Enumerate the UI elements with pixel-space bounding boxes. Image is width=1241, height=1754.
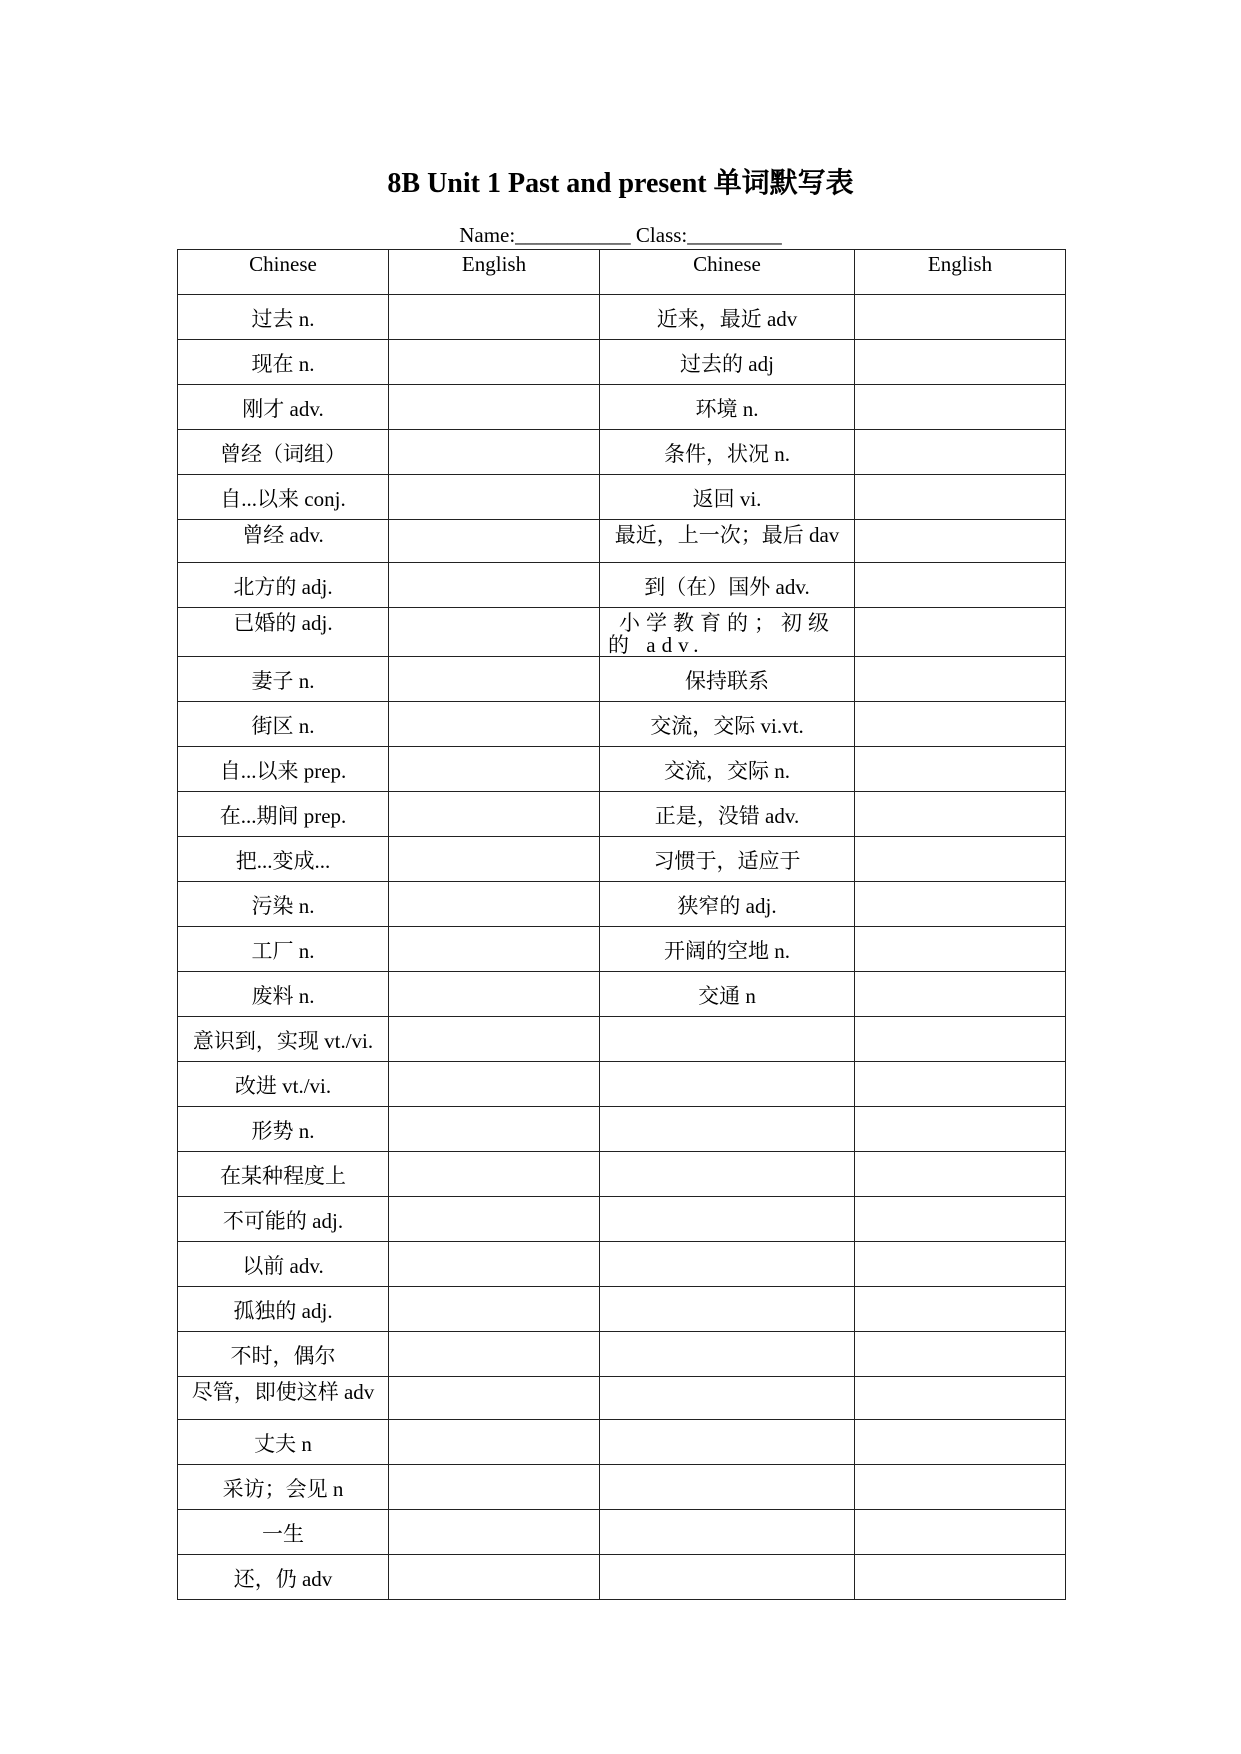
chinese-cell-left: 在某种程度上 [178,1152,389,1197]
english-answer-cell-right[interactable] [855,1555,1066,1600]
chinese-cell-left: 刚才 adv. [178,385,389,430]
english-answer-cell-left[interactable] [389,1062,600,1107]
english-answer-cell-right[interactable] [855,430,1066,475]
chinese-cell-left: 在...期间 prep. [178,792,389,837]
english-answer-cell-right[interactable] [855,927,1066,972]
chinese-cell-right: 过去的 adj [600,340,855,385]
table-row [178,1510,1066,1555]
header-chinese-1: Chinese [178,250,389,295]
english-answer-cell-left[interactable] [389,1465,600,1510]
english-answer-cell-left[interactable] [389,1287,600,1332]
chinese-cell-right: 交流，交际 vi.vt. [600,702,855,747]
chinese-cell-left: 北方的 adj. [178,563,389,608]
chinese-cell-right: 环境 n. [600,385,855,430]
english-answer-cell-left[interactable] [389,1420,600,1465]
chinese-cell-right: 习惯于，适应于 [600,837,855,882]
chinese-cell-right: 保持联系 [600,657,855,702]
table-row [178,1242,1066,1287]
english-answer-cell-right[interactable] [855,1465,1066,1510]
english-answer-cell-right[interactable] [855,882,1066,927]
chinese-cell-left: 妻子 n. [178,657,389,702]
chinese-cell-right [600,1242,855,1287]
chinese-cell-left: 已婚的 adj. [178,608,389,657]
english-answer-cell-right[interactable] [855,608,1066,657]
table-row [178,1017,1066,1062]
english-answer-cell-left[interactable] [389,702,600,747]
chinese-cell-left: 形势 n. [178,1107,389,1152]
english-answer-cell-right[interactable] [855,1420,1066,1465]
table-row [178,1062,1066,1107]
english-answer-cell-right[interactable] [855,295,1066,340]
english-answer-cell-right[interactable] [855,747,1066,792]
english-answer-cell-right[interactable] [855,385,1066,430]
table-row [178,563,1066,608]
english-answer-cell-right[interactable] [855,1197,1066,1242]
english-answer-cell-left[interactable] [389,972,600,1017]
table-row [178,1287,1066,1332]
chinese-cell-right: 到（在）国外 adv. [600,563,855,608]
english-answer-cell-left[interactable] [389,1242,600,1287]
english-answer-cell-left[interactable] [389,475,600,520]
chinese-cell-right [600,1420,855,1465]
english-answer-cell-right[interactable] [855,1332,1066,1377]
table-row [178,1555,1066,1600]
english-answer-cell-left[interactable] [389,837,600,882]
table-row [178,882,1066,927]
chinese-cell-left: 丈夫 n [178,1420,389,1465]
english-answer-cell-right[interactable] [855,702,1066,747]
english-answer-cell-left[interactable] [389,563,600,608]
chinese-cell-left: 尽管，即使这样 adv [178,1377,389,1420]
chinese-cell-left: 意识到，实现 vt./vi. [178,1017,389,1062]
chinese-cell-right [600,1510,855,1555]
page-title: 8B Unit 1 Past and present 单词默写表 [387,168,854,199]
chinese-cell-left: 曾经 adv. [178,520,389,563]
chinese-cell-left: 还，仍 adv [178,1555,389,1600]
english-answer-cell-left[interactable] [389,520,600,563]
table-row [178,1420,1066,1465]
english-answer-cell-left[interactable] [389,608,600,657]
english-answer-cell-left[interactable] [389,1510,600,1555]
english-answer-cell-right[interactable] [855,1242,1066,1287]
english-answer-cell-left[interactable] [389,1332,600,1377]
chinese-cell-right: 正是，没错 adv. [600,792,855,837]
table-row [178,972,1066,1017]
english-answer-cell-left[interactable] [389,295,600,340]
table-row [178,1197,1066,1242]
english-answer-cell-left[interactable] [389,1017,600,1062]
chinese-cell-left: 自...以来 conj. [178,475,389,520]
header-english-1: English [389,250,600,295]
chinese-cell-right [600,1107,855,1152]
chinese-cell-right: 最近，上一次；最后 dav [600,520,855,563]
english-answer-cell-right[interactable] [855,837,1066,882]
english-answer-cell-right[interactable] [855,1287,1066,1332]
table-row [178,430,1066,475]
table-body [178,295,1066,1600]
english-answer-cell-right[interactable] [855,657,1066,702]
vocabulary-table [177,249,1066,1600]
chinese-cell-left: 一生 [178,1510,389,1555]
chinese-cell-left: 过去 n. [178,295,389,340]
table-row [178,608,1066,657]
table-row [178,520,1066,563]
chinese-cell-right: 条件，状况 n. [600,430,855,475]
chinese-cell-right [600,1332,855,1377]
chinese-cell-left: 把...变成... [178,837,389,882]
english-answer-cell-left[interactable] [389,927,600,972]
chinese-cell-right: 交流，交际 n. [600,747,855,792]
chinese-cell-right: 近来，最近 adv [600,295,855,340]
chinese-cell-right [600,1555,855,1600]
chinese-cell-right [600,1465,855,1510]
chinese-cell-left: 不可能的 adj. [178,1197,389,1242]
english-answer-cell-right[interactable] [855,1510,1066,1555]
english-answer-cell-right[interactable] [855,972,1066,1017]
table-row [178,1377,1066,1420]
english-answer-cell-left[interactable] [389,657,600,702]
chinese-cell-right: 开阔的空地 n. [600,927,855,972]
table-row [178,340,1066,385]
english-answer-cell-right[interactable] [855,1152,1066,1197]
english-answer-cell-left[interactable] [389,1377,600,1420]
chinese-cell-left: 曾经（词组） [178,430,389,475]
english-answer-cell-right[interactable] [855,340,1066,385]
chinese-cell-right: 返回 vi. [600,475,855,520]
chinese-cell-right: 交通 n [600,972,855,1017]
english-answer-cell-right[interactable] [855,792,1066,837]
chinese-cell-left: 以前 adv. [178,1242,389,1287]
chinese-cell-left: 现在 n. [178,340,389,385]
chinese-cell-right [600,1062,855,1107]
name-class-line: Name:___________ Class:_________ [459,223,782,247]
english-answer-cell-left[interactable] [389,1197,600,1242]
chinese-cell-left: 废料 n. [178,972,389,1017]
table-row [178,837,1066,882]
chinese-cell-right [600,1287,855,1332]
english-answer-cell-left[interactable] [389,1152,600,1197]
chinese-cell-left: 不时，偶尔 [178,1332,389,1377]
table-header-row [178,250,1066,295]
english-answer-cell-right[interactable] [855,1017,1066,1062]
chinese-cell-left: 工厂 n. [178,927,389,972]
chinese-cell-left: 改进 vt./vi. [178,1062,389,1107]
chinese-cell-right [600,1197,855,1242]
chinese-cell-left: 孤独的 adj. [178,1287,389,1332]
table-row [178,1152,1066,1197]
table-row [178,385,1066,430]
table-row [178,1107,1066,1152]
english-answer-cell-right[interactable] [855,563,1066,608]
header-english-2: English [855,250,1066,295]
english-answer-cell-left[interactable] [389,1107,600,1152]
table-row [178,702,1066,747]
english-answer-cell-right[interactable] [855,1062,1066,1107]
chinese-cell-right [600,1152,855,1197]
table-row [178,792,1066,837]
english-answer-cell-left[interactable] [389,882,600,927]
chinese-cell-right [600,1017,855,1062]
english-answer-cell-right[interactable] [855,1377,1066,1420]
table-row [178,747,1066,792]
chinese-cell-right: 小学教育的；初级的 adv. [600,608,855,657]
english-answer-cell-left[interactable] [389,430,600,475]
english-answer-cell-right[interactable] [855,520,1066,563]
chinese-cell-left: 街区 n. [178,702,389,747]
english-answer-cell-left[interactable] [389,385,600,430]
table-row [178,1332,1066,1377]
header-chinese-2: Chinese [600,250,855,295]
english-answer-cell-right[interactable] [855,1107,1066,1152]
table-row [178,295,1066,340]
english-answer-cell-left[interactable] [389,340,600,385]
chinese-cell-right: 狭窄的 adj. [600,882,855,927]
table-row [178,657,1066,702]
chinese-cell-left: 污染 n. [178,882,389,927]
chinese-cell-left: 自...以来 prep. [178,747,389,792]
english-answer-cell-left[interactable] [389,1555,600,1600]
chinese-cell-left: 采访；会见 n [178,1465,389,1510]
chinese-cell-right [600,1377,855,1420]
english-answer-cell-left[interactable] [389,747,600,792]
table-row [178,927,1066,972]
english-answer-cell-left[interactable] [389,792,600,837]
table-row [178,475,1066,520]
english-answer-cell-right[interactable] [855,475,1066,520]
table-row [178,1465,1066,1510]
